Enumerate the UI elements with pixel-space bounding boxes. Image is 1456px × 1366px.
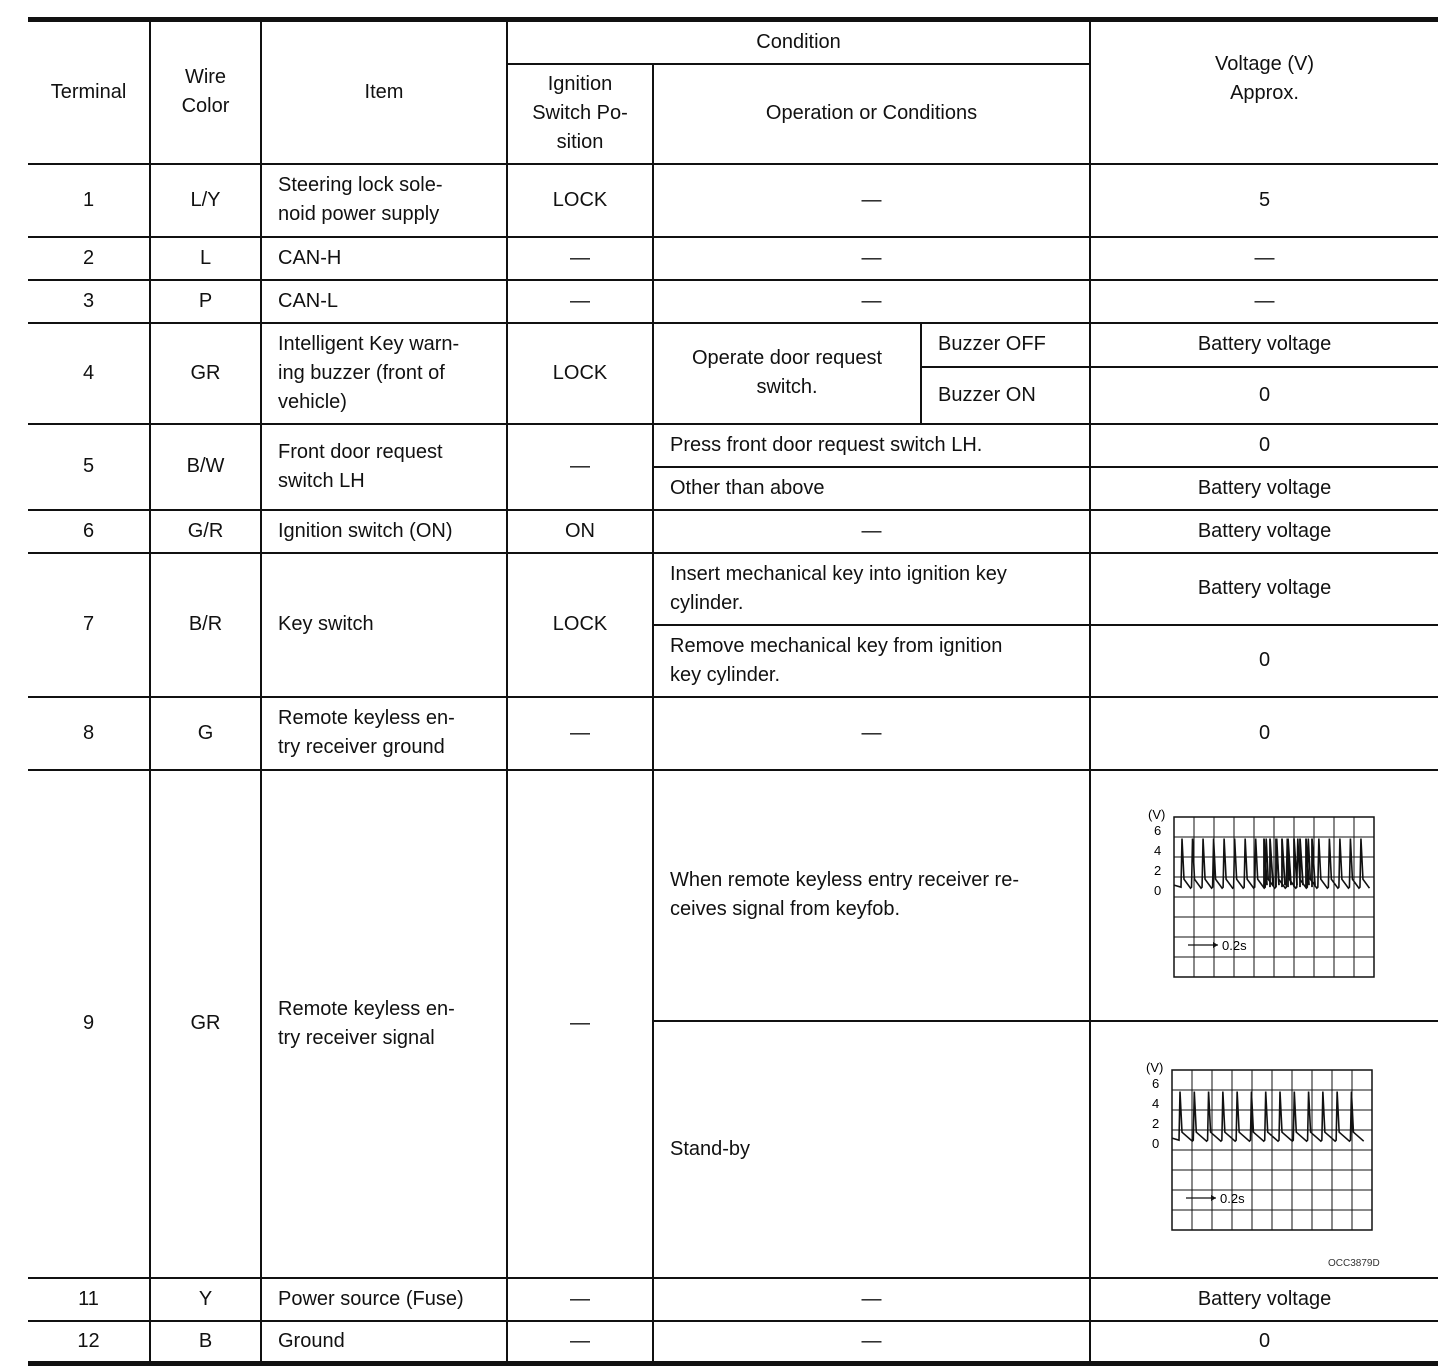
wire-color-cell: L <box>150 237 261 280</box>
voltage-cell: 0 <box>1090 697 1438 770</box>
item-cell: CAN-H <box>261 237 507 280</box>
voltage-cell: 0 <box>1090 625 1438 697</box>
voltage-cell: — <box>1090 280 1438 323</box>
header-terminal: Terminal <box>28 20 150 164</box>
item-cell: Key switch <box>261 553 507 697</box>
table-row <box>28 164 1438 237</box>
voltage-cell: Battery voltage <box>1090 467 1438 510</box>
wire-color-cell: B/R <box>150 553 261 697</box>
terminal-cell: 4 <box>28 323 150 424</box>
wire-color-cell: Y <box>150 1278 261 1321</box>
terminal-cell: 5 <box>28 424 150 510</box>
header-ignition-position <box>507 64 653 164</box>
ignition-cell: LOCK <box>507 553 653 697</box>
terminal-cell: 9 <box>28 770 150 1278</box>
header-voltage-line-2: Approx. <box>1230 82 1299 105</box>
operation-line: When remote keyless entry receiver re- <box>670 869 1020 891</box>
table-row <box>28 510 1438 553</box>
voltage-cell: 0 <box>1090 424 1438 467</box>
operation-line: Operate door request <box>691 347 883 369</box>
scope-tick-label: 6 <box>1151 1075 1159 1091</box>
operation-line: cylinder. <box>670 591 744 614</box>
scope-timebase-label: 0.2s <box>1219 1190 1245 1206</box>
operation-cell: — <box>653 237 1090 280</box>
item-line: try receiver ground <box>278 736 445 758</box>
item-line: noid power supply <box>278 203 440 225</box>
terminal-cell: 1 <box>28 164 150 237</box>
header-ignition-line-1: Ignition <box>547 73 613 95</box>
operation-line: ceives signal from keyfob. <box>670 898 901 920</box>
terminal-cell: 11 <box>28 1278 150 1321</box>
item-line: try receiver signal <box>278 1026 435 1049</box>
table-row <box>28 237 1438 280</box>
ignition-cell: LOCK <box>507 323 653 424</box>
scope-tick-label: 4 <box>1153 842 1161 858</box>
scope-waveform <box>1172 1091 1364 1141</box>
figure-id-label: OCC3879D <box>1327 1257 1380 1268</box>
wire-color-cell: P <box>150 280 261 323</box>
item-line: switch LH <box>278 469 365 492</box>
ignition-cell: — <box>507 770 653 1278</box>
table-row <box>28 553 1438 625</box>
item-cell: Ignition switch (ON) <box>261 510 507 553</box>
item-line: Steering lock sole- <box>278 174 443 196</box>
item-line: vehicle) <box>278 390 347 413</box>
voltage-cell: Battery voltage <box>1090 510 1438 553</box>
operation-cell: — <box>653 280 1090 323</box>
header-item: Item <box>261 20 507 164</box>
operation-cell: — <box>653 1321 1090 1364</box>
table-row <box>28 1278 1438 1321</box>
voltage-cell: 0 <box>1090 367 1438 424</box>
scope-timebase-label: 0.2s <box>1221 937 1247 953</box>
ignition-cell: — <box>507 424 653 510</box>
item-line: Remote keyless en- <box>278 707 455 729</box>
ignition-cell: ON <box>507 510 653 553</box>
voltage-cell <box>1090 770 1438 1021</box>
operation-line: Remove mechanical key from ignition <box>670 634 1003 657</box>
table-row <box>28 697 1438 770</box>
sub-condition-cell: Buzzer ON <box>921 367 1090 424</box>
operation-cell: Stand-by <box>653 1021 1090 1278</box>
scope-unit-label: (V) <box>1147 806 1165 822</box>
item-cell <box>261 697 507 770</box>
operation-cell <box>653 323 921 424</box>
item-line: ing buzzer (front of <box>278 361 445 384</box>
terminal-cell: 2 <box>28 237 150 280</box>
scope-tick-label: 0 <box>1153 882 1161 898</box>
terminal-cell: 8 <box>28 697 150 770</box>
ignition-cell: — <box>507 1321 653 1364</box>
header-voltage-line-1: Voltage (V) <box>1215 53 1314 76</box>
operation-cell: Press front door request switch LH. <box>653 424 1090 467</box>
operation-cell: Other than above <box>653 467 1090 510</box>
operation-cell: — <box>653 510 1090 553</box>
header-condition: Condition <box>507 20 1090 64</box>
operation-cell <box>653 625 1090 697</box>
terminal-cell: 7 <box>28 553 150 697</box>
table-row <box>28 770 1438 1021</box>
operation-line: switch. <box>756 376 818 398</box>
scope-tick-label: 2 <box>1153 862 1161 878</box>
voltage-cell: — <box>1090 237 1438 280</box>
table-row <box>28 1321 1438 1364</box>
table-row <box>28 323 1438 367</box>
voltage-cell <box>1090 1021 1438 1278</box>
ignition-cell: — <box>507 237 653 280</box>
scope-tick-label: 4 <box>1151 1095 1159 1111</box>
item-cell: Power source (Fuse) <box>261 1278 507 1321</box>
operation-line: Insert mechanical key into ignition key <box>670 562 1007 585</box>
terminal-table <box>28 17 1438 1366</box>
wire-color-cell: L/Y <box>150 164 261 237</box>
voltage-cell: Battery voltage <box>1090 553 1438 625</box>
header-operation: Operation or Conditions <box>653 64 1090 164</box>
item-cell: CAN-L <box>261 280 507 323</box>
wire-color-cell: B/W <box>150 424 261 510</box>
header-ignition-line-3: sition <box>556 131 604 153</box>
sub-condition-cell: Buzzer OFF <box>921 323 1090 367</box>
ignition-cell: — <box>507 280 653 323</box>
ignition-cell: — <box>507 697 653 770</box>
scope-tick-label: 0 <box>1151 1135 1159 1151</box>
item-line: Remote keyless en- <box>278 997 455 1020</box>
wire-color-cell: GR <box>150 770 261 1278</box>
operation-cell: — <box>653 697 1090 770</box>
item-line: Intelligent Key warn- <box>278 332 460 355</box>
operation-cell: — <box>653 1278 1090 1321</box>
header-voltage <box>1090 20 1438 164</box>
terminal-cell: 12 <box>28 1321 150 1364</box>
item-line: Front door request <box>278 440 443 463</box>
operation-cell <box>653 770 1090 1021</box>
header-wire-color <box>150 20 261 164</box>
wire-color-cell: GR <box>150 323 261 424</box>
operation-cell <box>653 553 1090 625</box>
voltage-cell: Battery voltage <box>1090 323 1438 367</box>
terminal-cell: 3 <box>28 280 150 323</box>
operation-cell: — <box>653 164 1090 237</box>
ignition-cell: — <box>507 1278 653 1321</box>
wire-color-cell: B <box>150 1321 261 1364</box>
oscilloscope-signal-waveform <box>1092 771 1438 1011</box>
wire-color-cell: G <box>150 697 261 770</box>
item-cell <box>261 164 507 237</box>
operation-line: key cylinder. <box>670 663 781 686</box>
oscilloscope-standby-waveform <box>1092 1022 1438 1268</box>
item-cell <box>261 424 507 510</box>
scope-timebase-arrowhead <box>1213 942 1218 948</box>
scope-unit-label: (V) <box>1145 1059 1163 1075</box>
scope-timebase-arrowhead <box>1211 1195 1216 1201</box>
table-row <box>28 424 1438 467</box>
scope-tick-label: 2 <box>1151 1115 1159 1131</box>
header-wire-color-text: Wire Color <box>181 66 230 118</box>
scope-tick-label: 6 <box>1153 822 1161 838</box>
ignition-cell: LOCK <box>507 164 653 237</box>
voltage-cell: 0 <box>1090 1321 1438 1364</box>
voltage-cell: Battery voltage <box>1090 1278 1438 1321</box>
wire-color-cell: G/R <box>150 510 261 553</box>
voltage-cell: 5 <box>1090 164 1438 237</box>
terminal-cell: 6 <box>28 510 150 553</box>
item-cell: Ground <box>261 1321 507 1364</box>
header-ignition-line-2: Switch Po- <box>532 102 628 124</box>
item-cell <box>261 770 507 1278</box>
table-row <box>28 280 1438 323</box>
item-cell <box>261 323 507 424</box>
